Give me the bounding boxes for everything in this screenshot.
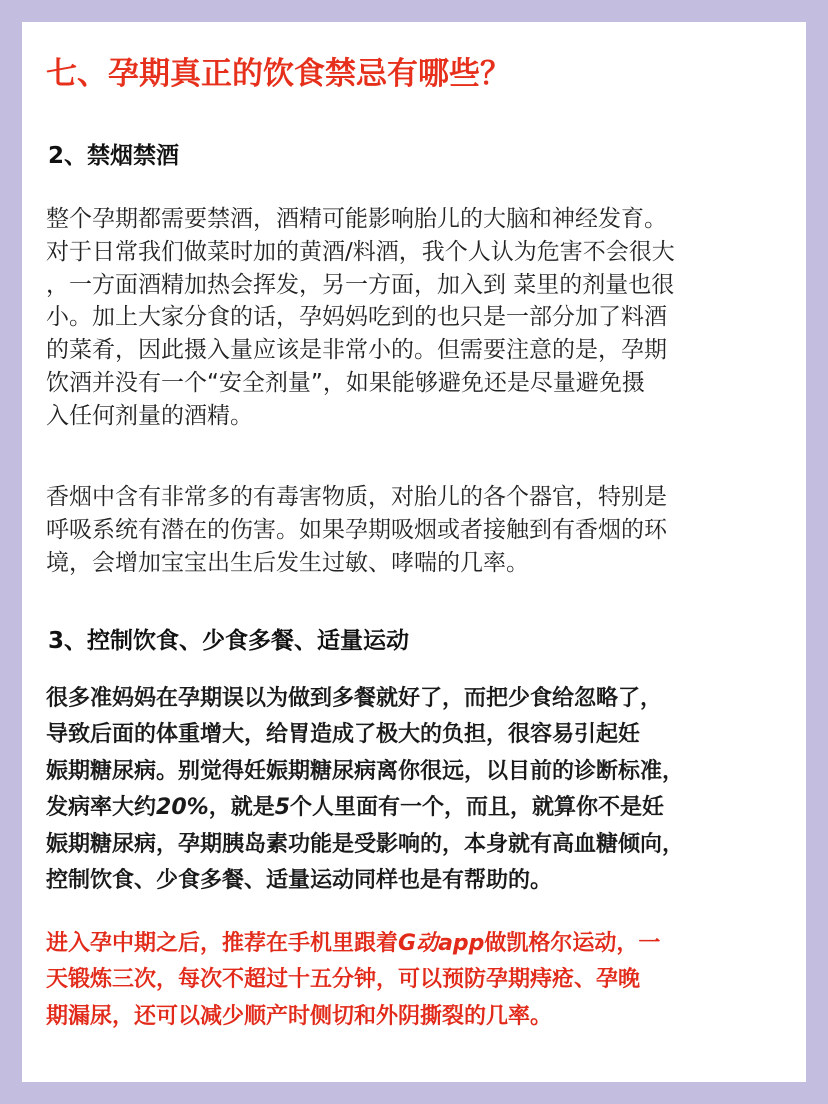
text-line: 境，会增加宝宝出生后发生过敏、哮喘的几率。 bbox=[46, 549, 529, 576]
text-line: 很多准妈妈在孕期误以为做到多餐就好了，而把少食给忽略了， bbox=[46, 686, 663, 711]
highlight-paragraph bbox=[46, 926, 790, 1035]
app-name: G动app bbox=[398, 931, 485, 956]
article-title: 七、孕期真正的饮食禁忌有哪些？ bbox=[46, 56, 511, 92]
text-line: 的菜肴，因此摄入量应该是非常小的。但需要注意的是，孕期 bbox=[46, 337, 667, 364]
text-line: 整个孕期都需要禁酒，酒精可能影响胎儿的大脑和神经发育。 bbox=[46, 206, 667, 232]
section-3-paragraph bbox=[46, 681, 790, 899]
text-line bbox=[46, 790, 790, 826]
count-value: 5 bbox=[274, 795, 291, 821]
text-line: 天锻炼三次，每次不超过十五分钟，可以预防孕期痔疮、孕晚 bbox=[46, 967, 641, 993]
text-segment: 做凯格尔运动，一 bbox=[484, 931, 661, 956]
text-line: 呼吸系统有潜在的伤害。如果孕期吸烟或者接触到有香烟的环 bbox=[46, 516, 667, 543]
text-segment: 进入孕中期之后，推荐在手机里跟着 bbox=[46, 931, 399, 956]
text-line: 控制饮食、少食多餐、适量运动同样也是有帮助的。 bbox=[46, 868, 553, 894]
section-2-paragraph-smoking bbox=[46, 481, 790, 579]
section-2-paragraph-alcohol bbox=[46, 203, 790, 433]
text-line: 小。加上大家分食的话，孕妈妈吃到的也只是一部分加了料酒 bbox=[46, 304, 667, 331]
text-line: 对于日常我们做菜时加的黄酒/料酒，我个人认为危害不会很大 bbox=[46, 238, 675, 265]
text-line bbox=[46, 926, 790, 962]
percentage-value: 20% bbox=[156, 795, 209, 821]
text-line: 导致后面的体重增大，给胃造成了极大的负担，很容易引起妊 bbox=[46, 722, 641, 748]
text-line: 娠期糖尿病，孕期胰岛素功能是受影响的，本身就有高血糖倾向， bbox=[46, 831, 685, 857]
text-segment: 发病率大约 bbox=[46, 795, 157, 821]
text-segment: 个人里面有一个，而且，就算你不是妊 bbox=[290, 795, 665, 821]
text-line: 期漏尿，还可以减少顺产时侧切和外阴撕裂的几率。 bbox=[46, 1003, 553, 1029]
text-segment: ，就是 bbox=[208, 795, 275, 821]
text-line: ，一方面酒精加热会挥发，另一方面，加入到 菜里的剂量也很 bbox=[46, 271, 675, 298]
text-line: 香烟中含有非常多的有毒害物质，对胎儿的各个器官，特别是 bbox=[46, 484, 667, 510]
text-line: 入任何剂量的酒精。 bbox=[46, 402, 253, 429]
article-card bbox=[22, 22, 806, 1082]
text-line: 娠期糖尿病。别觉得妊娠期糖尿病离你很远，以目前的诊断标准， bbox=[46, 758, 685, 784]
section-2-heading: 2、禁烟禁酒 bbox=[48, 143, 180, 169]
section-3-heading: 3、控制饮食、少食多餐、适量运动 bbox=[48, 628, 410, 654]
text-line: 饮酒并没有一个“安全剂量”，如果能够避免还是尽量避免摄 bbox=[46, 369, 645, 396]
